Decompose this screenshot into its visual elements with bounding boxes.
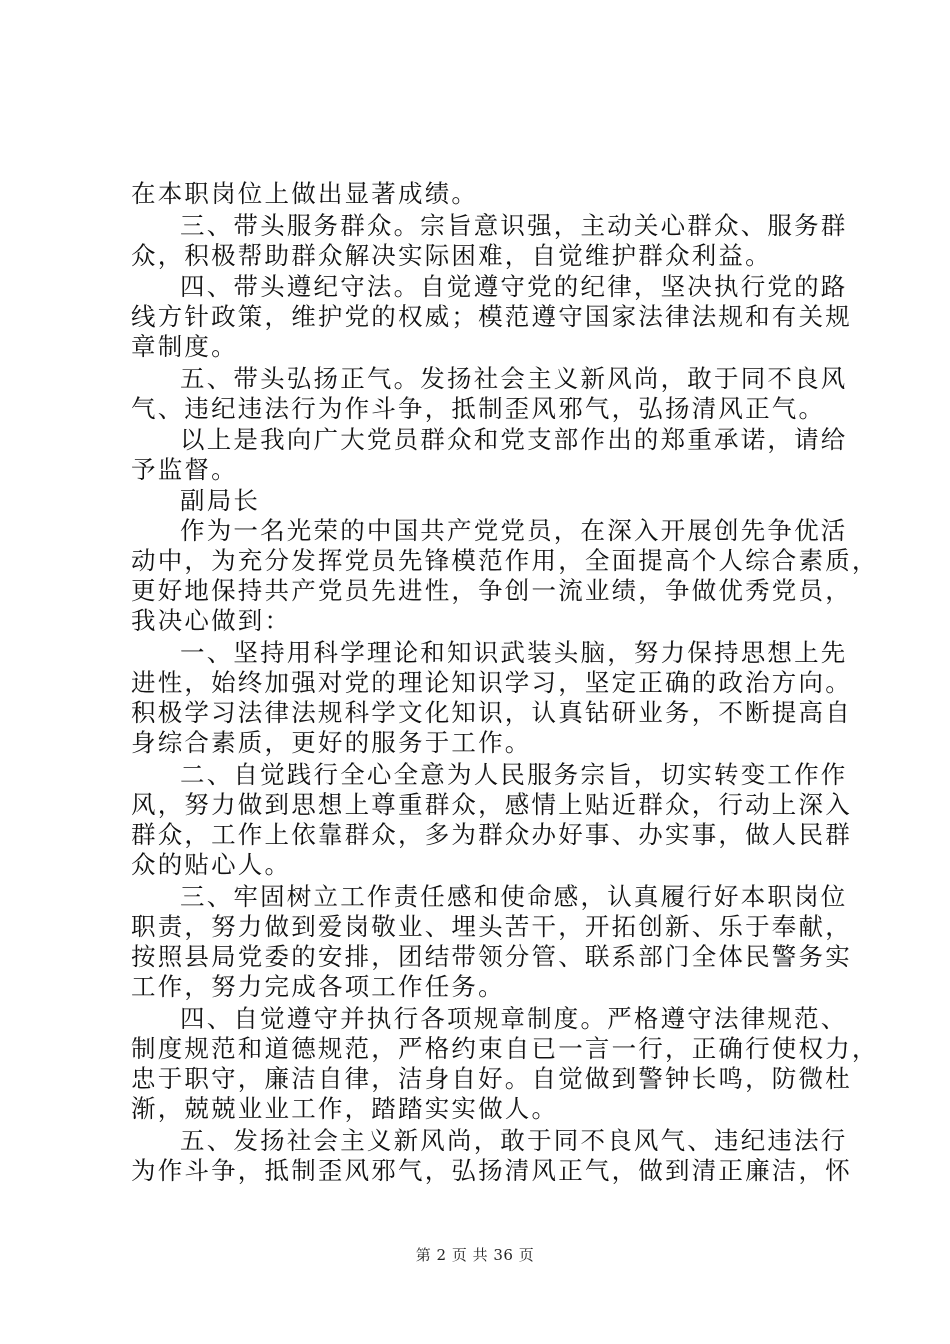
text-line: 五、带头弘扬正气。发扬社会主义新风尚，敢于同不良风 — [180, 364, 848, 393]
text-line: 一、坚持用科学理论和知识武装头脑，努力保持思想上先 — [180, 638, 848, 667]
text-line: 积极学习法律法规科学文化知识，认真钻研业务，不断提高自 — [131, 698, 852, 727]
text-line: 制度规范和道德规范，严格约束自已一言一行，正确行使权力， — [131, 1034, 879, 1063]
text-line: 四、自觉遵守并执行各项规章制度。严格遵守法律规范、 — [180, 1004, 848, 1033]
text-line: 章制度。 — [131, 332, 238, 361]
text-line: 身综合素质，更好的服务于工作。 — [131, 728, 532, 757]
text-line: 气、违纪违法行为作斗争，抵制歪风邪气，弘扬清风正气。 — [131, 394, 826, 423]
text-line: 予监督。 — [131, 455, 238, 484]
text-line: 二、自觉践行全心全意为人民服务宗旨，切实转变工作作 — [180, 760, 848, 789]
text-line: 动中，为充分发挥党员先锋模范作用，全面提高个人综合素质， — [131, 546, 879, 575]
text-line: 职责，努力做到爱岗敬业、埋头苦干，开拓创新、乐于奉献， — [131, 912, 852, 941]
text-line: 作为一名光荣的中国共产党党员，在深入开展创先争优活 — [180, 516, 848, 545]
text-line: 我决心做到： — [131, 606, 292, 635]
text-line: 三、带头服务群众。宗旨意识强，主动关心群众、服务群 — [180, 211, 848, 240]
section-heading: 副局长 — [180, 486, 261, 515]
text-line: 群众，工作上依靠群众，多为群众办好事、办实事，做人民群 — [131, 820, 852, 849]
text-line: 工作，努力完成各项工作任务。 — [131, 972, 505, 1001]
text-line: 风，努力做到思想上尊重群众，感情上贴近群众，行动上深入 — [131, 790, 852, 819]
text-line: 以上是我向广大党员群众和党支部作出的郑重承诺，请给 — [180, 425, 848, 454]
text-line: 三、牢固树立工作责任感和使命感，认真履行好本职岗位 — [180, 882, 848, 911]
text-line: 在本职岗位上做出显著成绩。 — [131, 179, 479, 208]
page-number-footer: 第 2 页 共 36 页 — [415, 1246, 535, 1264]
text-line: 线方针政策，维护党的权威；模范遵守国家法律法规和有关规 — [131, 302, 852, 331]
text-line: 众的贴心人。 — [131, 850, 292, 879]
text-line: 更好地保持共产党员先进性，争创一流业绩，争做优秀党员， — [131, 576, 852, 605]
text-line: 渐，兢兢业业工作，踏踏实实做人。 — [131, 1094, 559, 1123]
text-line: 忠于职守，廉洁自律，洁身自好。自觉做到警钟长鸣，防微杜 — [131, 1064, 852, 1093]
text-line: 进性，始终加强对党的理论知识学习，坚定正确的政治方向。 — [131, 668, 852, 697]
text-line: 众，积极帮助群众解决实际困难，自觉维护群众利益。 — [131, 241, 772, 270]
text-line: 五、发扬社会主义新风尚，敢于同不良风气、违纪违法行 — [180, 1126, 848, 1155]
text-line: 四、带头遵纪守法。自觉遵守党的纪律，坚决执行党的路 — [180, 272, 848, 301]
text-line: 按照县局党委的安排，团结带领分管、联系部门全体民警务实 — [131, 942, 852, 971]
text-line: 为作斗争，抵制歪风邪气，弘扬清风正气，做到清正廉洁，怀 — [131, 1156, 852, 1185]
